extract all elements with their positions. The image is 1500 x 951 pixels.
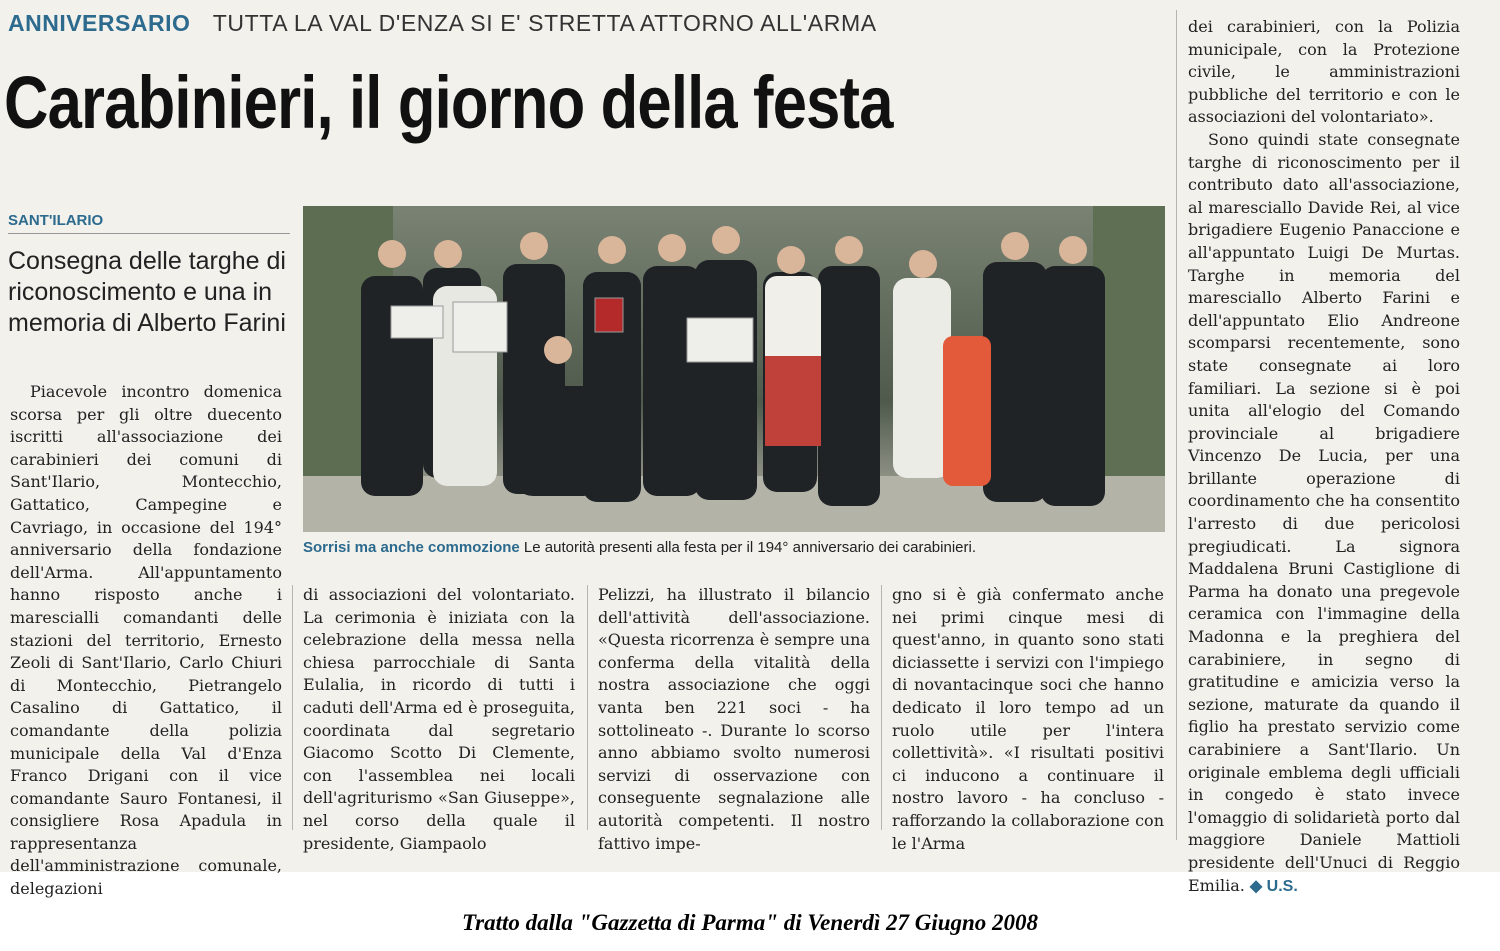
- column-3-paragraph: Pelizzi, ha illustrato il bilancio dell'attività dell'associazione. «Questa ricorrenza è sempre una conferma della vitalità della nostra associazione che oggi vanta ben 221 soci - ha sottolineato -. Durante lo scorso anno abbiamo svolto numerosi servizi di osservazione con conseguente segnalazione alle autorità competenti. Il nostro fattivo impe-: [598, 585, 870, 853]
- author-signature: ◆ U.S.: [1249, 877, 1298, 895]
- column-divider: [587, 585, 588, 830]
- text-column-1: [10, 381, 282, 901]
- text-column-4: [892, 584, 1164, 855]
- text-column-3: [598, 584, 870, 855]
- text-column-2: [303, 584, 575, 855]
- photo-caption-text: Le autorità presenti alla festa per il 194° anniversario dei carabinieri.: [523, 539, 976, 556]
- column-4-paragraph: gno si è già confermato anche nei primi cinque mesi di quest'anno, in quanto sono stati diciassette i servizi con l'impiego di novantacinque soci che hanno dedicato il loro tempo ad un ruolo utile per l'intera collettività». «I risultati positivi ci inducono a continuare il nostro lavoro - ha concluso - rafforzando la collaborazione con le l'Arma: [892, 585, 1164, 853]
- column-5-paragraph-2: [1188, 129, 1460, 898]
- kicker: [8, 10, 877, 37]
- column-divider: [881, 585, 882, 830]
- column-divider: [1176, 10, 1177, 840]
- column-1-paragraph: Piacevole incontro domenica scorsa per gli oltre duecento iscritti all'associazione dei carabinieri dei comuni di Sant'Ilario, Montecchio, Gattatico, Campegine e Cavriago, in occasione del 194° anniversario della fondazione dell'Arma. All'appuntamento hanno risposto anche i marescialli comandanti delle stazioni del territorio, Ernesto Zeoli di Sant'Ilario, Carlo Chiuri di Montecchio, Pietrangelo Casalino di Gattatico, il comandante della polizia municipale della Val d'Enza Franco Drigani con il vice comandante Sauro Fontanesi, il consigliere Rosa Apadula in rappresentanza dell'amministrazione comunale, delegazioni: [10, 382, 282, 899]
- group-photo: [303, 206, 1165, 532]
- photo-caption-bold: Sorrisi ma anche commozione: [303, 539, 520, 556]
- subheadline: Consegna delle targhe di riconoscimento e una in memoria di Alberto Farini: [8, 247, 286, 337]
- source-footer: Tratto dalla "Gazzetta di Parma" di Venerdì 27 Giugno 2008: [461, 910, 1039, 935]
- column-divider: [292, 585, 293, 830]
- photo-caption: [303, 539, 1165, 556]
- column-2-paragraph: di associazioni del volontariato. La cerimonia è iniziata con la celebrazione della messa nella chiesa parrocchiale di Santa Eulalia, in ricordo di tutti i caduti dell'Arma ed è proseguita, coordinata dal segretario Giacomo Scotto Di Clemente, con l'assemblea nei locali dell'agriturismo «San Giuseppe», nel corso della quale il presidente, Giampaolo: [303, 585, 575, 853]
- headline: Carabinieri, il giorno della festa: [4, 61, 893, 144]
- column-5-paragraph-1: dei carabinieri, con la Polizia municipale, con la Protezione civile, le amministrazioni pubbliche del territorio e con le associazioni del volontariato».: [1188, 17, 1460, 127]
- kicker-text: TUTTA LA VAL D'ENZA SI E' STRETTA ATTORNO ALL'ARMA: [212, 10, 877, 36]
- column-5-paragraph-2-text: Sono quindi state consegnate targhe di riconoscimento per il contributo dato all'associazione, al maresciallo Davide Rei, al vice brigadiere Eugenio Panaccione e all'appuntato Luigi De Murtas. Targhe in memoria del maresciallo Alberto Farini e dell'appuntato Elio Andreone scomparsi recentemente, sono state consegnate ai loro familiari. La sezione si è poi unita all'elogio del Comando provinciale al brigadiere Vincenzo De Lucia, per una brillante operazione di coordinamento che ha consentito l'arresto di due pericolosi pregiudicati. La signora Maddalena Bruni Castiglione di Parma ha donato una pregevole ceramica con l'immagine della Madonna e la preghiera del carabiniere, in segno di gratitudine e amicizia verso la sezione, maturate da quando il figlio ha prestato servizio come carabiniere a Sant'Ilario. Un originale emblema degli ufficiali in congedo è stato invece l'omaggio di solidarietà porto dal maggiore Daniele Mattioli presidente dell'Unuci di Reggio Emilia.: [1188, 129, 1460, 895]
- text-column-5: [1188, 16, 1460, 898]
- kicker-tag: ANNIVERSARIO: [8, 10, 191, 36]
- group-photo-illustration: [303, 206, 1165, 532]
- section-label: SANT'ILARIO: [8, 212, 290, 234]
